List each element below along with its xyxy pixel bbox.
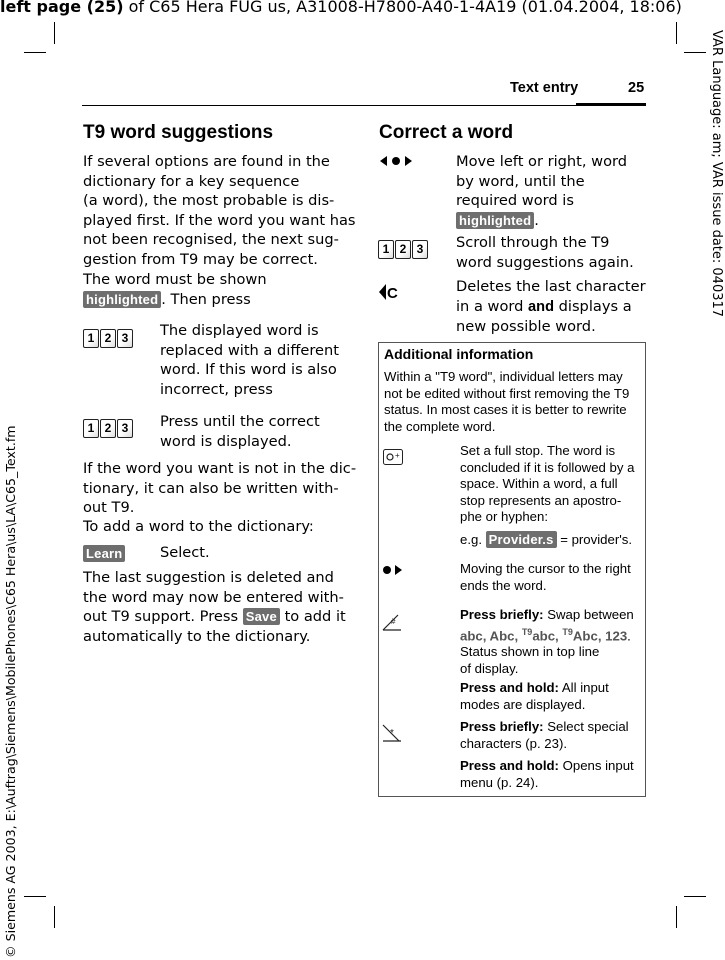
crop-mark [676, 22, 677, 44]
svg-text:+: + [395, 451, 400, 460]
page-number: 25 [628, 80, 645, 96]
key-description-2: Press until the correct word is displayed. [160, 413, 320, 450]
header-rule [82, 105, 646, 106]
crop-mark [684, 896, 706, 897]
hash-description: Press briefly: Swap between abc, Abc, $^{T9}$abc, $^{T9}$Abc, 123. Status shown in top line of display. [460, 607, 634, 676]
hash-key-icon [382, 612, 402, 632]
hash-hold-description: Press and hold: All input modes are displayed. [460, 680, 609, 712]
key-description-1: The displayed word is replaced with a different word. If this word is also incorrect, press [160, 322, 339, 398]
zero-key-icon [383, 449, 403, 465]
info-box-intro: Within a "T9 word", individual letters may not be edited without first removing the T9 status. In most cases it is better to rewrite the complete word. [384, 369, 630, 434]
header-rule-accent [576, 103, 646, 106]
svg-text:#: # [391, 617, 396, 626]
correct-item-1: Move left or right, word by word, until the required word is highlighted . [456, 153, 628, 229]
section-title: Text entry [510, 80, 579, 96]
intro-paragraph: If several options are found in the dictionary for a key sequence (a word), the most probable is dis- played first. If the word you want has not been recognised, the next sug- gestion from T9 may be correct. [83, 153, 356, 268]
crop-mark [684, 52, 706, 53]
highlighted-label: highlighted [83, 291, 161, 308]
learn-softkey: Learn [83, 543, 125, 562]
star-key-icon [382, 723, 402, 743]
svg-text:*: * [390, 728, 394, 739]
heading-t9-suggestions: T9 word suggestions [83, 122, 274, 143]
dictionary-paragraph: If the word you want is not in the dic- tionary, it can also be written with- out T9. [83, 460, 357, 516]
clear-key-icon [378, 282, 398, 302]
heading-correct-word: Correct a word [379, 122, 514, 143]
highlight-paragraph: The word must be shown highlighted . Then press [83, 271, 267, 308]
key-1-2-3-icon: 1 2 3 [83, 419, 133, 438]
learn-description: Select. [160, 544, 210, 561]
correct-item-2: Scroll through the T9 word suggestions again. [456, 234, 634, 271]
crop-mark [54, 906, 55, 928]
svg-text:C: C [387, 285, 398, 302]
save-softkey: Save [243, 608, 280, 625]
crop-mark [24, 896, 46, 897]
correct-item-3: Deletes the last character in a word and displays a new possible word. [456, 278, 646, 335]
navigation-right-icon [381, 564, 403, 576]
save-paragraph: The last suggestion is deleted and the word may now be entered with- out T9 support. Press Save to add it automatically to the dictionary. [83, 569, 346, 645]
navigation-left-right-icon [378, 154, 414, 168]
cursor-description: Moving the cursor to the right ends the word. [460, 561, 631, 593]
crop-mark [54, 22, 55, 44]
star-description: Press briefly: Select special characters (p. 23). [460, 719, 629, 751]
fullstop-example: e.g. Provider.s = provider's. [460, 532, 633, 547]
key-1-2-3-icon: 1 2 3 [378, 240, 428, 259]
info-box-title: Additional information [384, 346, 534, 362]
crop-mark [24, 52, 46, 53]
add-word-paragraph: To add a word to the dictionary: [83, 518, 314, 535]
file-info: left page (25) of C65 Hera FUG us, A31008-H7800-A40-1-4A19 (01.04.2004, 18:06) [0, 0, 682, 16]
side-info-right: VAR Language: am; VAR issue date: 040317 [709, 30, 724, 318]
key-1-2-3-icon: 1 2 3 [83, 329, 133, 348]
crop-mark [676, 906, 677, 928]
fullstop-description: Set a full stop. The word is concluded if it is followed by a space. Within a word, a full stop represents an apostro- phe or hyphen: [460, 443, 635, 524]
side-info-left: © Siemens AG 2003, E:\Auftrag\Siemens\MobilePhones\C65 Hera\us\LA\C65_Text.fm [3, 425, 18, 958]
star-hold-description: Press and hold: Opens input menu (p. 24). [460, 758, 634, 790]
